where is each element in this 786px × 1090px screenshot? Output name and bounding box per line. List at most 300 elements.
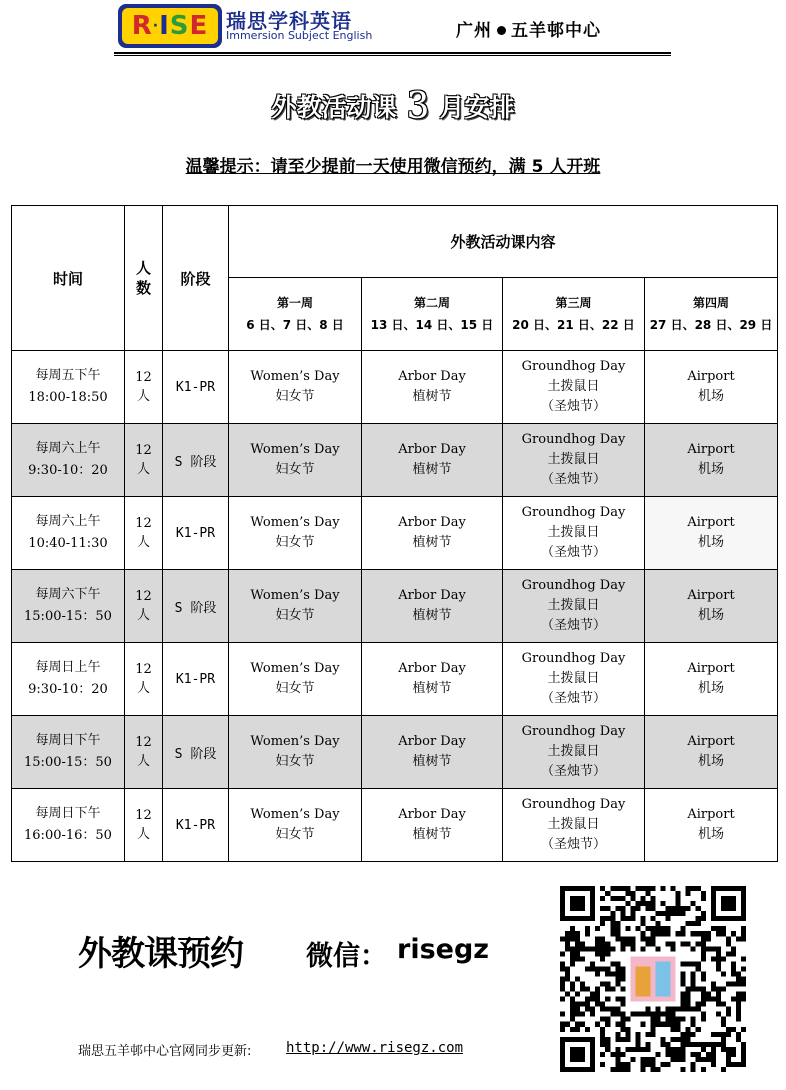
qr-module — [650, 1067, 655, 1072]
people-count: 12 — [135, 370, 152, 385]
qr-module — [666, 926, 671, 931]
qr-module — [736, 1007, 741, 1012]
qr-module — [681, 1032, 686, 1037]
activity-cn: 植树节 — [412, 827, 452, 842]
qr-module — [676, 1057, 681, 1062]
qr-module — [560, 987, 565, 992]
qr-module — [676, 911, 681, 916]
header-content: 外教活动课内容 — [229, 206, 778, 278]
qr-module — [716, 946, 721, 951]
qr-module — [610, 916, 615, 921]
qr-module — [736, 971, 741, 976]
activity-en: Women’s Day — [250, 515, 340, 530]
qr-module — [620, 966, 625, 971]
activity-cn: 土拨鼠日 — [547, 525, 600, 540]
qr-module — [570, 1002, 575, 1007]
qr-module — [691, 971, 696, 976]
header-week-3 — [503, 278, 645, 351]
qr-module — [615, 936, 620, 941]
qr-module — [731, 982, 736, 987]
people-count: 12 — [135, 516, 152, 531]
qr-module — [615, 982, 620, 987]
qr-module — [716, 1032, 721, 1037]
qr-module — [580, 946, 585, 951]
qr-module — [666, 916, 671, 921]
qr-module — [706, 931, 711, 936]
activity-cn: 机场 — [698, 535, 725, 550]
qr-module — [645, 901, 650, 906]
people-cell — [125, 716, 163, 789]
brand-name-en: Immersion Subject English — [226, 29, 373, 42]
activity-en: Women’s Day — [250, 369, 340, 384]
qr-module — [590, 961, 595, 966]
week-dates: 20 日、21 日、22 日 — [512, 318, 635, 332]
qr-module — [565, 946, 570, 951]
qr-module — [590, 1012, 595, 1017]
qr-module — [605, 906, 610, 911]
qr-module — [575, 931, 580, 936]
qr-module — [645, 886, 650, 891]
booking-heading: 外教课预约 — [78, 934, 243, 974]
qr-module — [605, 1047, 610, 1052]
qr-module — [645, 1042, 650, 1047]
qr-module — [585, 1027, 590, 1032]
qr-module — [640, 916, 645, 921]
qr-module — [575, 1012, 580, 1017]
qr-module — [640, 896, 645, 901]
qr-module — [731, 1047, 736, 1052]
qr-module — [595, 997, 600, 1002]
activity-en: Arbor Day — [398, 588, 466, 603]
qr-module — [666, 1047, 671, 1052]
activity-cell — [503, 716, 645, 789]
time-day: 每周五下午 — [35, 368, 101, 383]
time-cell — [12, 789, 125, 862]
qr-module — [666, 1022, 671, 1027]
activity-cell — [503, 570, 645, 643]
qr-module — [640, 1057, 645, 1062]
qr-module — [696, 987, 701, 992]
qr-center-photo — [656, 961, 671, 996]
qr-module — [731, 1062, 736, 1067]
qr-module — [615, 1012, 620, 1017]
qr-module — [681, 1042, 686, 1047]
qr-module — [580, 956, 585, 961]
qr-module — [691, 1062, 696, 1067]
qr-module — [726, 982, 731, 987]
qr-module — [711, 1042, 716, 1047]
qr-module — [600, 1037, 605, 1042]
qr-module — [600, 951, 605, 956]
qr-module — [711, 1057, 716, 1062]
activity-cn: 机场 — [698, 462, 725, 477]
qr-module — [671, 911, 676, 916]
activity-en: Groundhog Day — [521, 724, 626, 739]
qr-module — [741, 982, 746, 987]
qr-module — [625, 1027, 630, 1032]
qr-module — [570, 1017, 575, 1022]
qr-module — [590, 1007, 595, 1012]
qr-module — [570, 987, 575, 992]
qr-module — [570, 936, 575, 941]
activity-en: Airport — [687, 442, 735, 457]
qr-module — [701, 971, 706, 976]
wechat-qr-code — [560, 886, 746, 1072]
qr-module — [645, 906, 650, 911]
qr-module — [666, 1012, 671, 1017]
qr-module — [620, 1017, 625, 1022]
activity-note: （圣烛节） — [540, 472, 606, 487]
activity-en: Women’s Day — [250, 442, 340, 457]
people-count: 12 — [135, 662, 152, 677]
qr-module — [721, 926, 726, 931]
activity-cn: 机场 — [698, 608, 725, 623]
qr-module — [696, 1057, 701, 1062]
qr-module — [645, 941, 650, 946]
qr-module — [726, 1012, 731, 1017]
qr-module — [640, 1022, 645, 1027]
qr-module — [610, 931, 615, 936]
qr-module — [741, 1057, 746, 1062]
people-cell — [125, 570, 163, 643]
qr-module — [650, 1032, 655, 1037]
qr-module — [726, 951, 731, 956]
qr-module — [615, 997, 620, 1002]
qr-module — [676, 1047, 681, 1052]
week-dates: 13 日、14 日、15 日 — [370, 318, 494, 332]
logo-letter: · — [152, 18, 160, 34]
qr-module — [645, 1057, 650, 1062]
qr-module — [701, 1012, 706, 1017]
qr-module — [610, 1007, 615, 1012]
qr-module — [731, 971, 736, 976]
people-cell — [125, 497, 163, 570]
qr-module — [635, 886, 640, 891]
qr-module — [661, 931, 666, 936]
qr-module — [615, 1022, 620, 1027]
qr-module — [570, 1027, 575, 1032]
qr-module — [650, 1057, 655, 1062]
qr-module — [661, 911, 666, 916]
qr-module — [600, 956, 605, 961]
qr-module — [691, 1017, 696, 1022]
qr-module — [691, 901, 696, 906]
activity-en: Arbor Day — [398, 661, 466, 676]
time-cell — [12, 497, 125, 570]
qr-module — [661, 1022, 666, 1027]
header-week-4 — [645, 278, 778, 351]
qr-module — [645, 936, 650, 941]
qr-module — [696, 931, 701, 936]
qr-module — [630, 941, 635, 946]
qr-module — [676, 906, 681, 911]
header-people-label: 人数 — [135, 259, 151, 297]
qr-module — [615, 1062, 620, 1067]
qr-module — [716, 1012, 721, 1017]
qr-module — [560, 982, 565, 987]
qr-module — [696, 961, 701, 966]
qr-module — [661, 1042, 666, 1047]
qr-module — [701, 1047, 706, 1052]
qr-module — [701, 997, 706, 1002]
qr-module — [711, 1052, 716, 1057]
activity-cn: 机场 — [698, 754, 725, 769]
qr-module — [741, 926, 746, 931]
qr-module — [620, 1037, 625, 1042]
activity-cell — [645, 570, 778, 643]
qr-module — [716, 1042, 721, 1047]
website-link[interactable]: http://www.risegz.com — [286, 1040, 464, 1056]
qr-module — [671, 1017, 676, 1022]
qr-module — [686, 987, 691, 992]
qr-module — [580, 987, 585, 992]
qr-module — [575, 1007, 580, 1012]
qr-module — [620, 971, 625, 976]
qr-module — [595, 941, 600, 946]
time-range: 15:00-15：50 — [24, 609, 112, 624]
qr-module — [620, 1062, 625, 1067]
header-week-1 — [229, 278, 362, 351]
qr-module — [696, 966, 701, 971]
activity-cell — [229, 424, 362, 497]
qr-module — [736, 1017, 741, 1022]
people-count: 12 — [135, 735, 152, 750]
qr-module — [635, 1037, 640, 1042]
activity-en: Groundhog Day — [521, 432, 626, 447]
qr-module — [560, 1012, 565, 1017]
qr-module — [630, 936, 635, 941]
qr-module — [716, 926, 721, 931]
qr-module — [691, 1032, 696, 1037]
week-label: 第二周 — [413, 296, 450, 310]
qr-module — [741, 997, 746, 1002]
qr-module — [600, 921, 605, 926]
activity-cn: 妇女节 — [275, 754, 315, 769]
qr-module — [691, 946, 696, 951]
activity-cn: 植树节 — [412, 754, 452, 769]
qr-module — [741, 992, 746, 997]
qr-module — [706, 997, 711, 1002]
qr-module — [650, 1027, 655, 1032]
qr-module — [645, 1062, 650, 1067]
qr-module — [676, 1037, 681, 1042]
qr-module — [615, 931, 620, 936]
qr-module — [605, 941, 610, 946]
week-label: 第一周 — [276, 296, 313, 310]
qr-module — [671, 1047, 676, 1052]
qr-module — [610, 961, 615, 966]
activity-cn: 机场 — [698, 389, 725, 404]
activity-en: Arbor Day — [398, 515, 466, 530]
qr-module — [701, 1002, 706, 1007]
activity-cn: 妇女节 — [275, 608, 315, 623]
qr-module — [711, 956, 716, 961]
qr-module — [650, 906, 655, 911]
booking-tip: 温馨提示：请至少提前一天使用微信预约，满 5 人开班 — [185, 157, 601, 177]
qr-module — [640, 931, 645, 936]
qr-module — [666, 906, 671, 911]
qr-module — [565, 931, 570, 936]
week-label: 第三周 — [555, 296, 592, 310]
qr-module — [741, 936, 746, 941]
qr-module — [741, 931, 746, 936]
qr-module — [681, 1017, 686, 1022]
qr-module — [600, 1052, 605, 1057]
header-stage: 阶段 — [163, 206, 229, 351]
page-title — [0, 84, 786, 125]
logo-letter: S — [169, 11, 190, 41]
qr-module — [696, 1027, 701, 1032]
qr-module — [580, 1002, 585, 1007]
qr-module — [610, 1067, 615, 1072]
activity-cell — [229, 716, 362, 789]
qr-module — [721, 1037, 726, 1042]
qr-module — [600, 1062, 605, 1067]
wechat-id: risegz — [397, 934, 489, 965]
qr-module — [716, 951, 721, 956]
qr-module — [706, 1042, 711, 1047]
people-unit: 人 — [136, 608, 150, 623]
qr-module — [701, 1057, 706, 1062]
qr-module — [595, 946, 600, 951]
qr-module — [671, 1022, 676, 1027]
qr-module — [691, 1067, 696, 1072]
time-cell — [12, 716, 125, 789]
qr-module — [570, 946, 575, 951]
qr-module — [605, 1007, 610, 1012]
time-cell — [12, 351, 125, 424]
qr-module — [605, 1042, 610, 1047]
header-divider — [114, 52, 671, 56]
qr-module — [701, 891, 706, 896]
activity-note: （圣烛节） — [540, 691, 606, 706]
qr-module — [701, 936, 706, 941]
activity-en: Airport — [687, 369, 735, 384]
qr-module — [600, 1027, 605, 1032]
qr-module — [615, 906, 620, 911]
qr-module — [681, 931, 686, 936]
qr-module — [701, 946, 706, 951]
qr-module — [585, 926, 590, 931]
qr-module — [620, 1012, 625, 1017]
schedule-row — [12, 424, 778, 497]
time-cell — [12, 424, 125, 497]
qr-module — [620, 997, 625, 1002]
qr-module — [615, 1067, 620, 1072]
qr-module — [706, 946, 711, 951]
qr-module — [585, 946, 590, 951]
activity-cn: 机场 — [698, 827, 725, 842]
qr-module — [706, 936, 711, 941]
qr-module — [736, 1032, 741, 1037]
qr-module — [600, 941, 605, 946]
qr-module — [575, 951, 580, 956]
qr-module — [620, 946, 625, 951]
qr-module — [600, 886, 605, 891]
qr-module — [671, 1007, 676, 1012]
qr-module — [635, 1047, 640, 1052]
logo-letter: I — [159, 11, 170, 41]
header-people — [125, 206, 163, 351]
qr-module — [736, 1037, 741, 1042]
qr-module — [681, 1037, 686, 1042]
qr-module — [615, 1007, 620, 1012]
qr-module — [625, 1067, 630, 1072]
qr-module — [605, 971, 610, 976]
qr-module — [610, 946, 615, 951]
activity-note: （圣烛节） — [540, 764, 606, 779]
qr-module — [560, 1027, 565, 1032]
qr-module — [640, 921, 645, 926]
qr-module — [666, 1017, 671, 1022]
qr-module — [706, 992, 711, 997]
qr-module — [615, 1037, 620, 1042]
qr-module — [615, 1057, 620, 1062]
qr-module — [686, 997, 691, 1002]
qr-module — [671, 1012, 676, 1017]
time-day: 每周日上午 — [35, 660, 101, 675]
qr-module — [681, 992, 686, 997]
qr-module — [630, 906, 635, 911]
qr-module — [585, 987, 590, 992]
activity-note: （圣烛节） — [540, 618, 606, 633]
qr-module — [691, 1042, 696, 1047]
qr-module — [666, 1007, 671, 1012]
qr-module — [701, 896, 706, 901]
people-count: 12 — [135, 443, 152, 458]
qr-module — [595, 1002, 600, 1007]
qr-module — [721, 1022, 726, 1027]
qr-module — [726, 1047, 731, 1052]
qr-module — [736, 997, 741, 1002]
activity-en: Airport — [687, 807, 735, 822]
activity-cell — [645, 351, 778, 424]
activity-cell — [503, 789, 645, 862]
qr-module — [716, 956, 721, 961]
center-name — [456, 16, 601, 41]
activity-en: Women’s Day — [250, 588, 340, 603]
qr-module — [630, 916, 635, 921]
people-cell — [125, 643, 163, 716]
qr-module — [600, 1007, 605, 1012]
qr-module — [741, 966, 746, 971]
qr-module — [570, 1007, 575, 1012]
activity-cn: 土拨鼠日 — [547, 817, 600, 832]
qr-module — [731, 961, 736, 966]
qr-module — [630, 896, 635, 901]
qr-module — [681, 1067, 686, 1072]
activity-en: Women’s Day — [250, 807, 340, 822]
qr-module — [741, 1047, 746, 1052]
qr-module — [726, 1052, 731, 1057]
qr-module — [726, 1057, 731, 1062]
qr-module — [560, 936, 565, 941]
qr-module — [716, 997, 721, 1002]
qr-module — [565, 992, 570, 997]
activity-cell — [503, 497, 645, 570]
activity-cell — [645, 716, 778, 789]
qr-module — [741, 976, 746, 981]
qr-module — [615, 926, 620, 931]
qr-module — [716, 931, 721, 936]
qr-module — [681, 982, 686, 987]
qr-module — [726, 936, 731, 941]
qr-module — [650, 1017, 655, 1022]
qr-module — [741, 1052, 746, 1057]
qr-module — [565, 1022, 570, 1027]
qr-module — [666, 1052, 671, 1057]
qr-module — [691, 987, 696, 992]
